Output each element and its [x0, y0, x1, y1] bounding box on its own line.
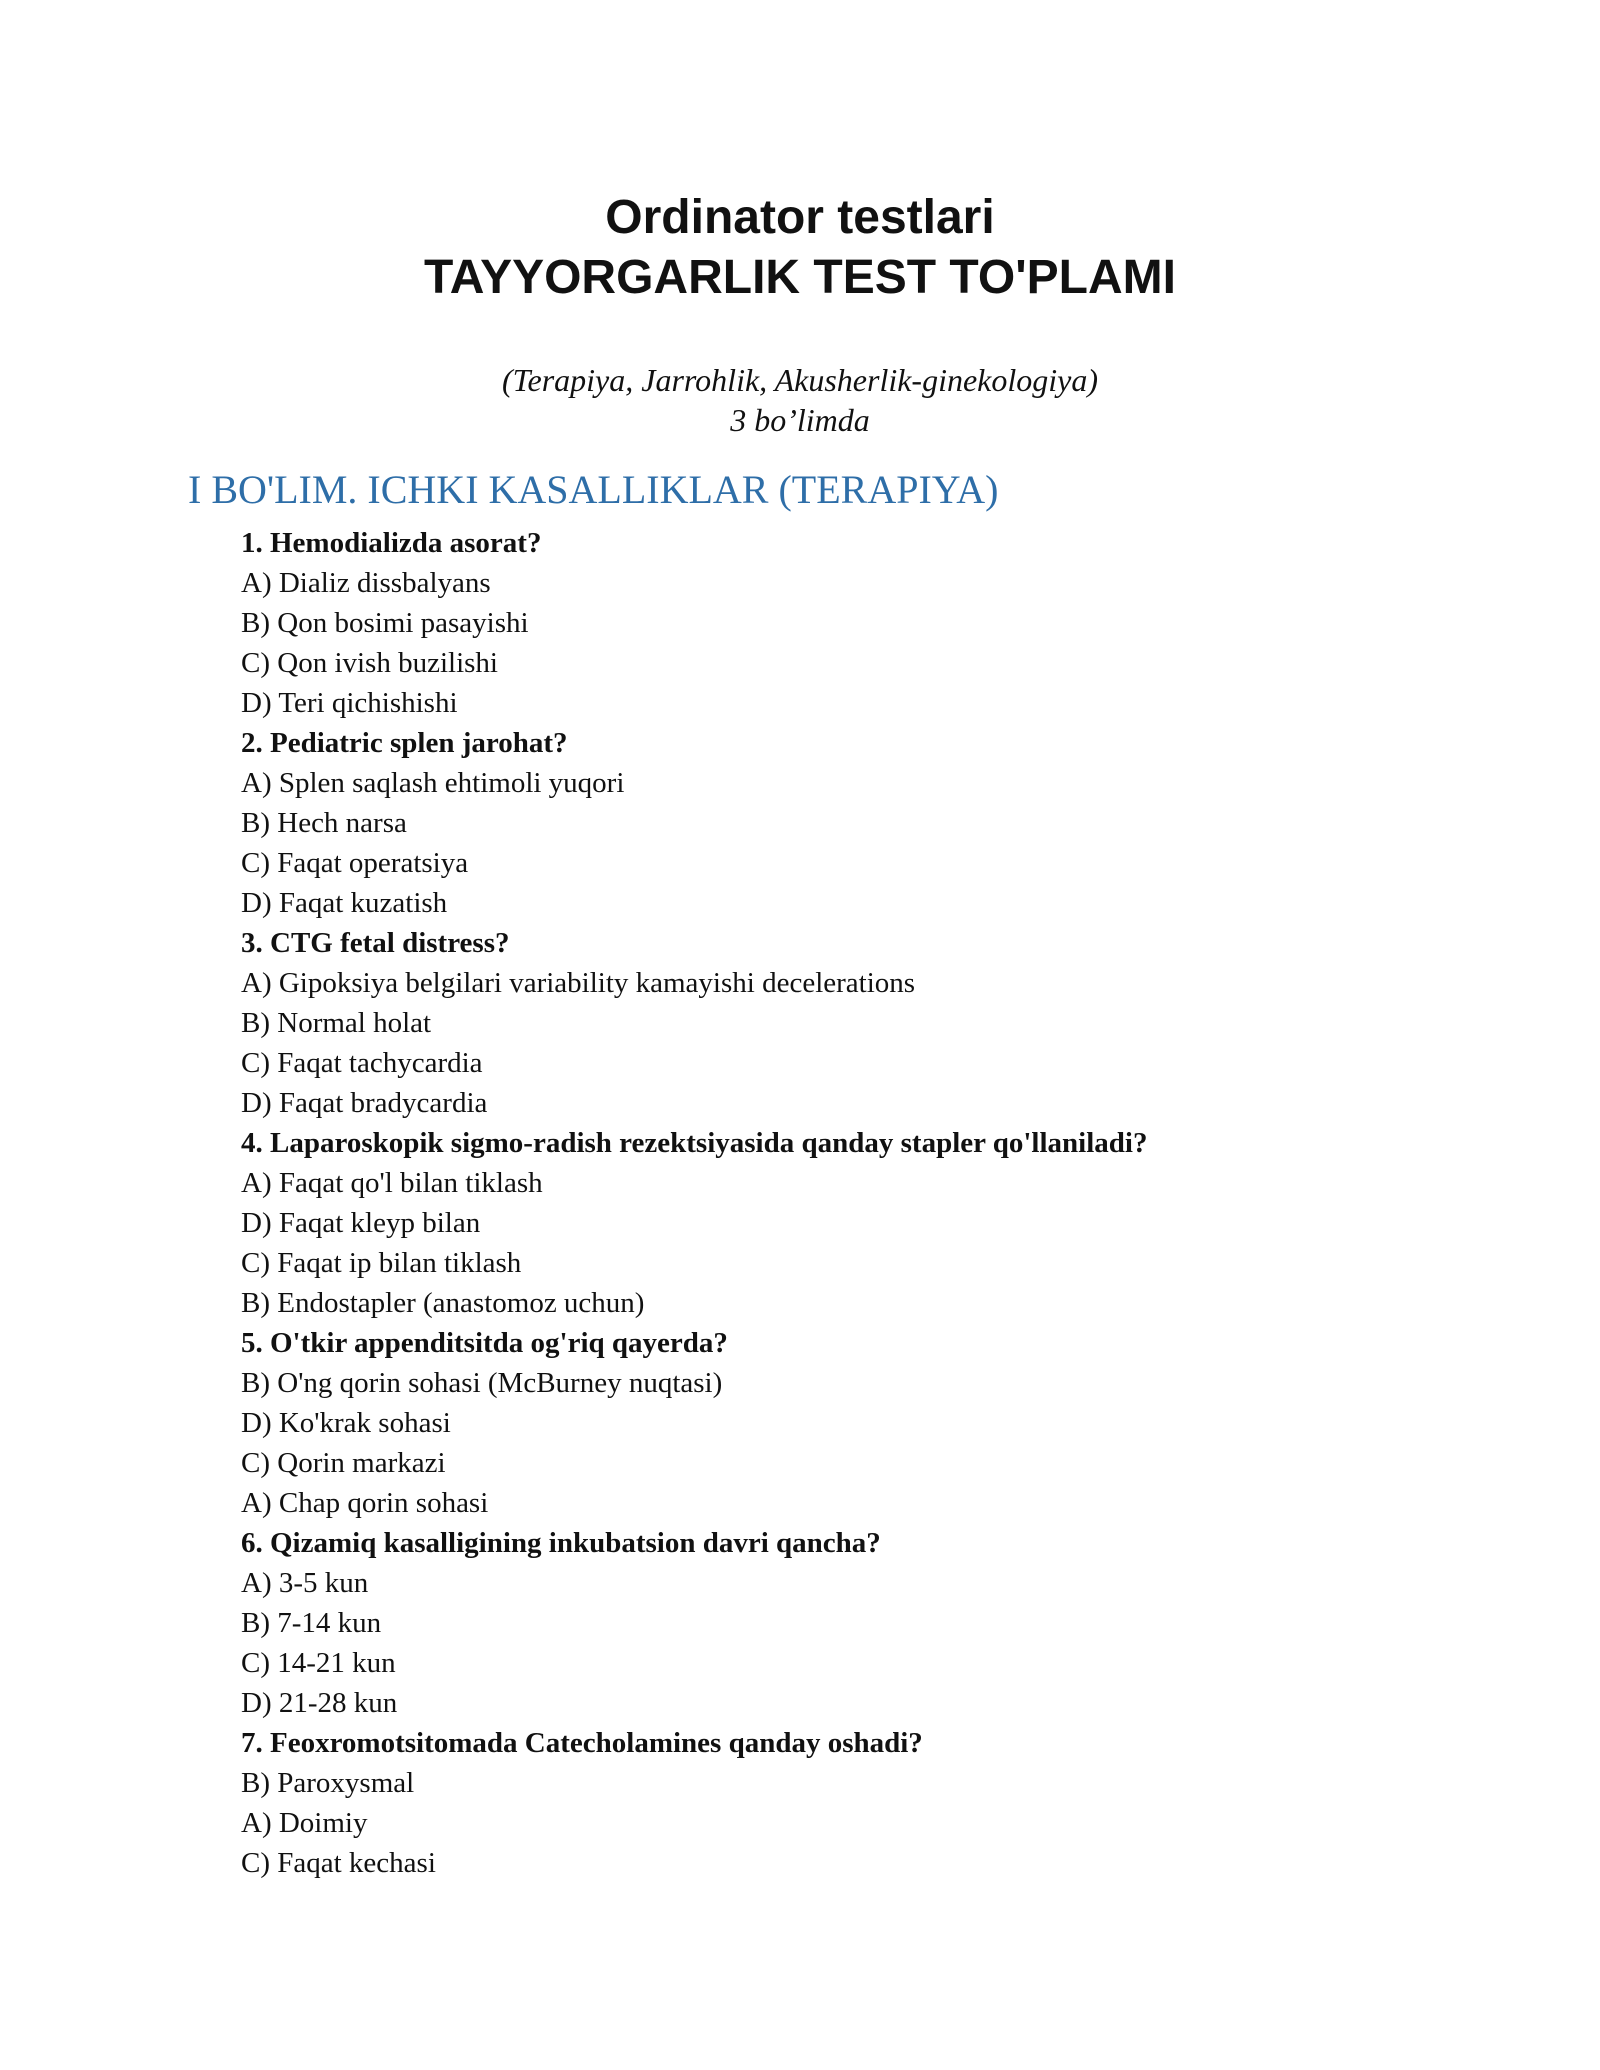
question-text: 1. Hemodializda asorat? [241, 527, 542, 559]
answer-option: B) Normal holat [241, 1007, 432, 1039]
answer-option: B) Endostapler (anastomoz uchun) [241, 1287, 645, 1319]
answer-option: B) O'ng qorin sohasi (McBurney nuqtasi) [241, 1367, 723, 1399]
answer-option: B) Hech narsa [241, 807, 407, 839]
question-block [241, 1523, 1541, 1723]
answer-option: B) Paroxysmal [241, 1767, 415, 1799]
answer-option: D) Ko'krak sohasi [241, 1407, 451, 1439]
answer-option: C) Qon ivish buzilishi [241, 647, 498, 679]
answer-option: D) Faqat kuzatish [241, 887, 448, 919]
question-text: 5. O'tkir appenditsitda og'riq qayerda? [241, 1327, 728, 1359]
question-block [241, 1323, 1541, 1523]
answer-option: D) Faqat bradycardia [241, 1087, 488, 1119]
answer-option: D) 21-28 kun [241, 1687, 398, 1719]
answer-option: D) Faqat kleyp bilan [241, 1207, 481, 1239]
answer-option: A) Doimiy [241, 1807, 368, 1839]
question-block [241, 723, 1541, 923]
subtitle-line-1: (Terapiya, Jarrohlik, Akusherlik-ginekologiya) [501, 362, 1099, 398]
answer-option: C) Qorin markazi [241, 1447, 446, 1479]
section-heading: I BO'LIM. ICHKI KASALLIKLAR (TERAPIYA) [188, 467, 999, 512]
answer-option: B) Qon bosimi pasayishi [241, 607, 529, 639]
answer-option: A) Dializ dissbalyans [241, 567, 491, 599]
answer-option: C) Faqat ip bilan tiklash [241, 1247, 522, 1279]
answer-option: C) Faqat tachycardia [241, 1047, 483, 1079]
title-line-1: Ordinator testlari [605, 191, 995, 244]
question-list [241, 523, 1541, 1883]
question-text: 2. Pediatric splen jarohat? [241, 727, 568, 759]
document-subtitle [0, 360, 1600, 440]
answer-option: A) Gipoksiya belgilari variability kamayishi decelerations [241, 967, 916, 999]
question-text: 3. CTG fetal distress? [241, 927, 510, 959]
question-block [241, 523, 1541, 723]
document-title [0, 188, 1600, 308]
question-text: 6. Qizamiq kasalligining inkubatsion davri qancha? [241, 1527, 881, 1559]
question-text: 4. Laparoskopik sigmo-radish rezektsiyasida qanday stapler qo'llaniladi? [241, 1127, 1148, 1159]
answer-option: C) Faqat operatsiya [241, 847, 469, 879]
question-block [241, 1123, 1541, 1323]
answer-option: A) Faqat qo'l bilan tiklash [241, 1167, 543, 1199]
answer-option: A) Splen saqlash ehtimoli yuqori [241, 767, 625, 799]
answer-option: A) Chap qorin sohasi [241, 1487, 489, 1519]
question-text: 7. Feoxromotsitomada Catecholamines qanday oshadi? [241, 1727, 923, 1759]
question-block [241, 1723, 1541, 1883]
answer-option: C) Faqat kechasi [241, 1847, 436, 1879]
question-block [241, 923, 1541, 1123]
title-line-2: TAYYORGARLIK TEST TO'PLAMI [424, 251, 1176, 304]
answer-option: A) 3-5 kun [241, 1567, 369, 1599]
answer-option: C) 14-21 kun [241, 1647, 396, 1679]
answer-option: B) 7-14 kun [241, 1607, 382, 1639]
answer-option: D) Teri qichishishi [241, 687, 458, 719]
subtitle-line-2: 3 bo’limda [730, 402, 870, 438]
